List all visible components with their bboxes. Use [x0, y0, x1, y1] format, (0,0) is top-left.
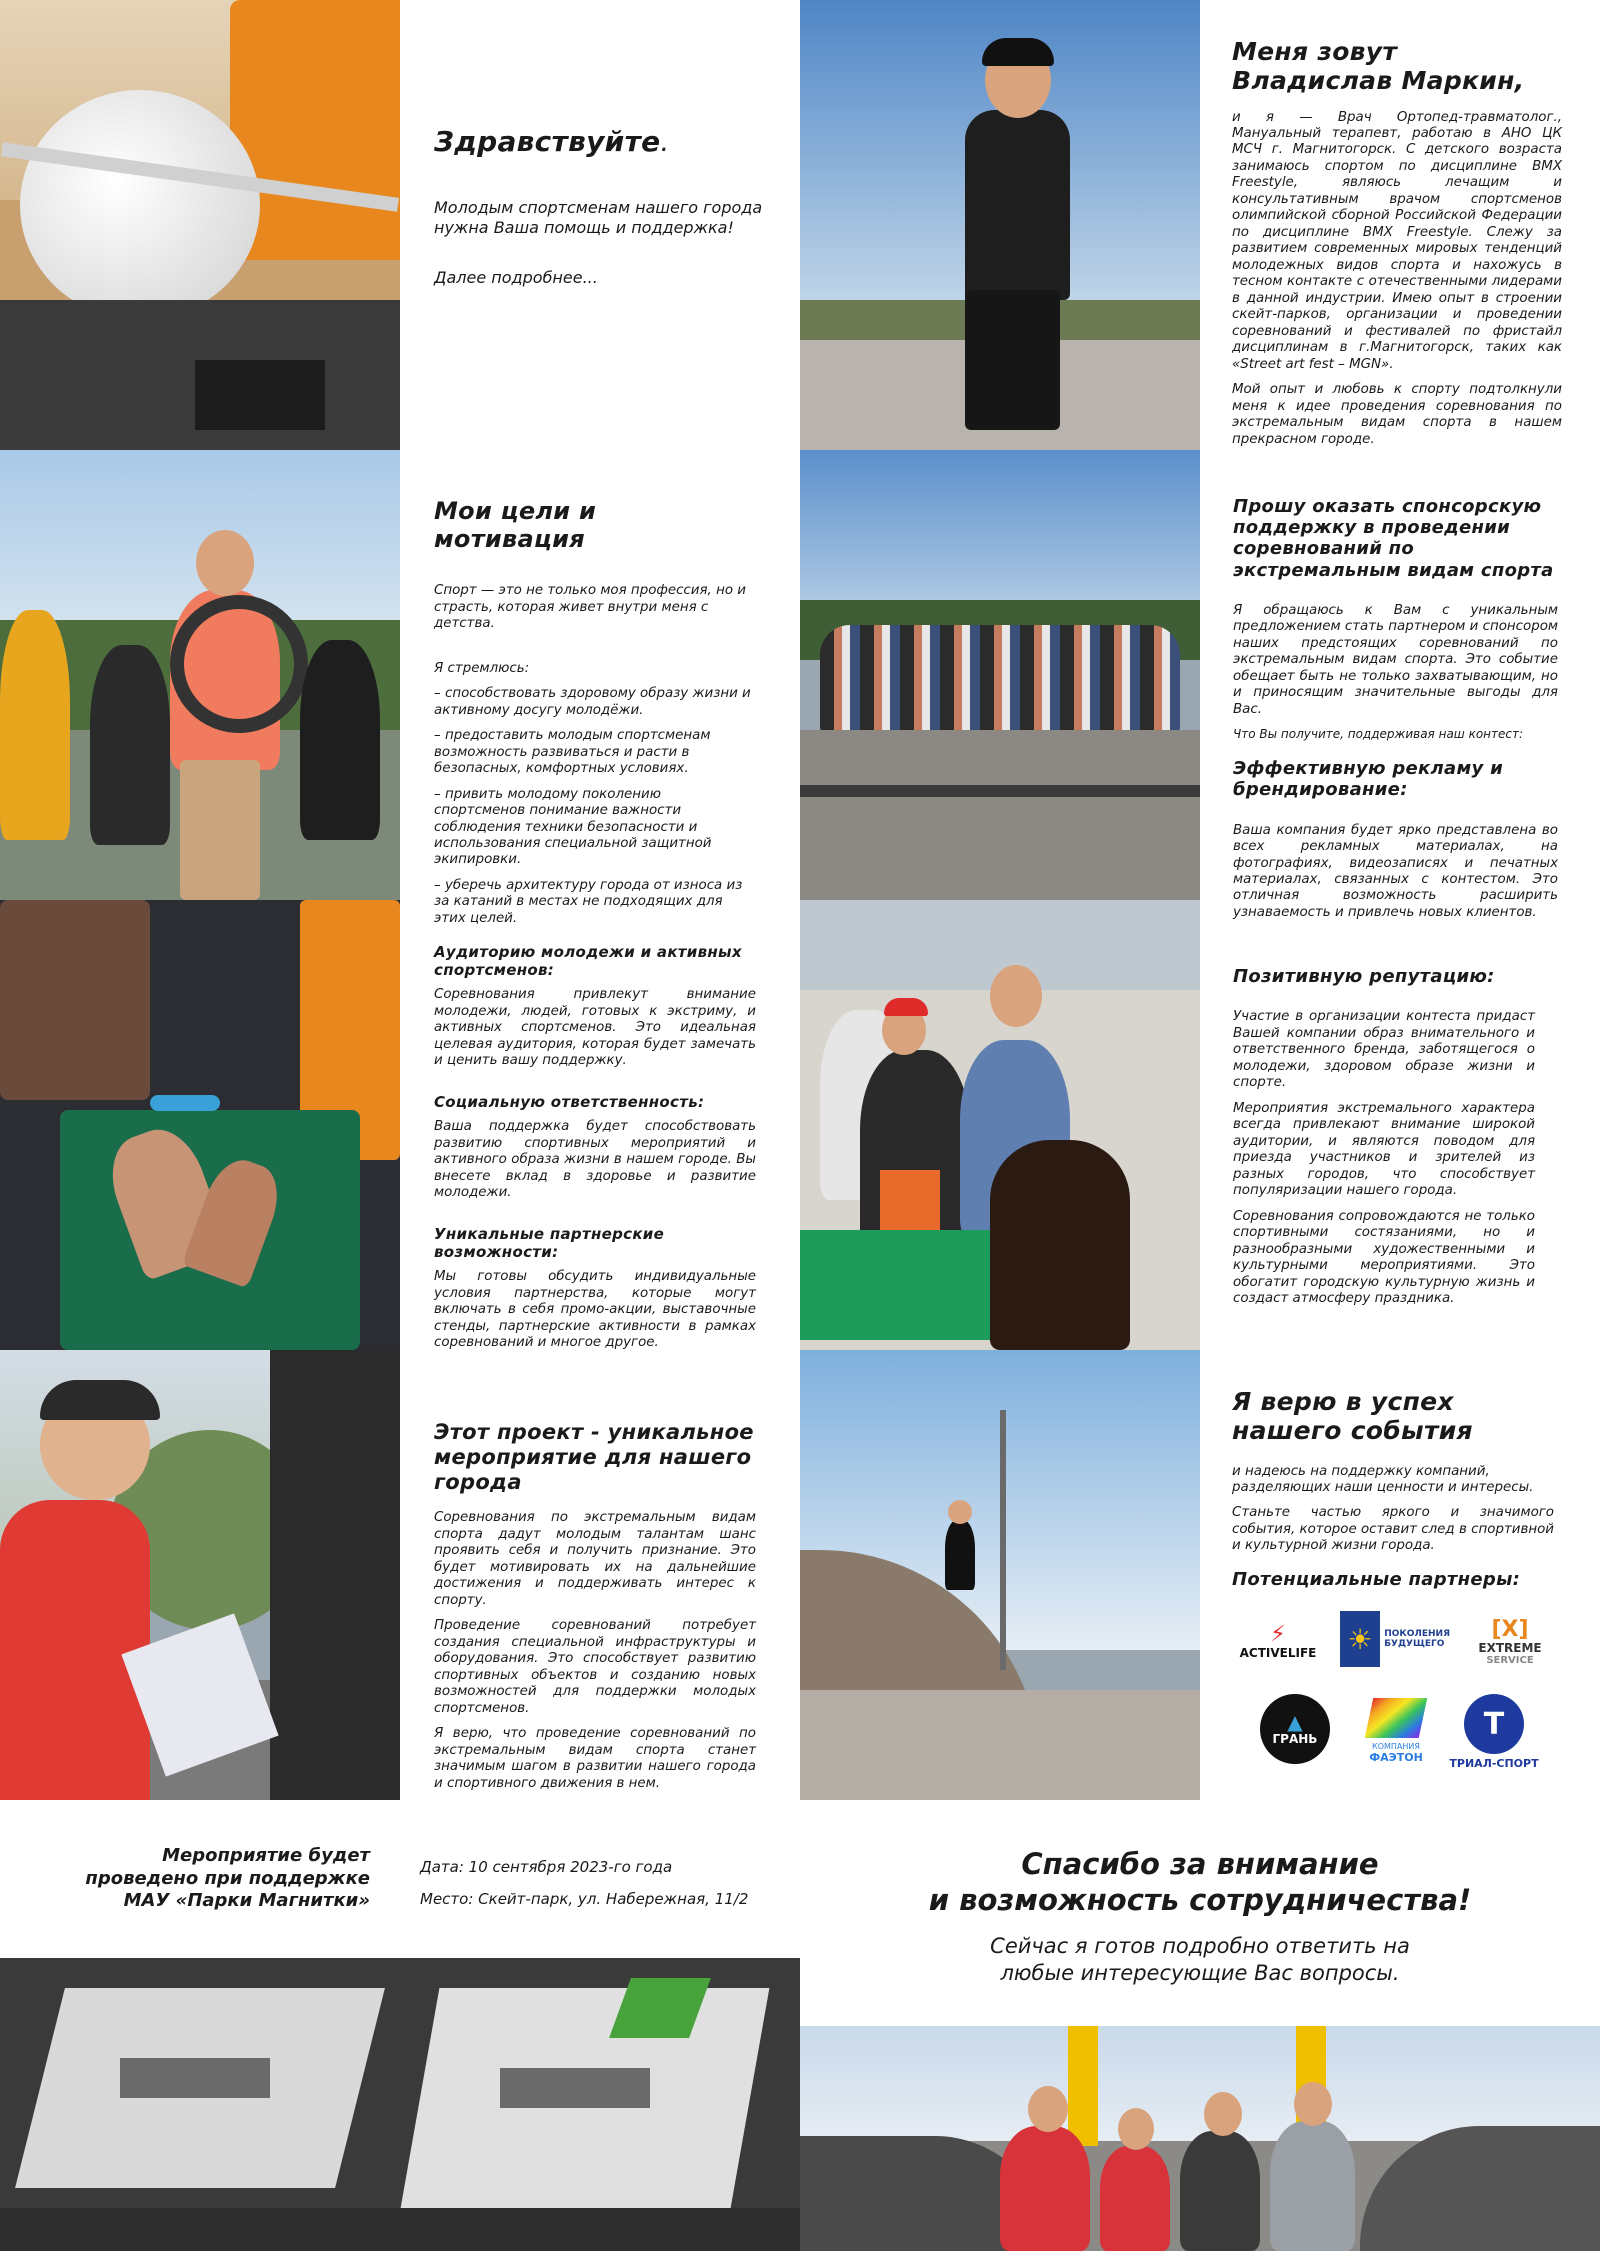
- audience-paragraph-3: Мы готовы обсудить индивидуальные условия партнерства, которые могут включать в себя промо-акции, выставочные стенды, партнерские активности в рамках соревнований и многое другое.: [434, 1269, 756, 1351]
- goals-paragraph-1: Спорт — это не только моя профессия, но и страсть, которая живет внутри меня с детства.: [434, 583, 746, 632]
- mountain-icon: ▲: [1287, 1710, 1303, 1734]
- audience-heading-1: Аудиторию молодежи и активных спортсменов:: [434, 943, 742, 979]
- belief-paragraph-2: Станьте частью яркого и значимого события, которое оставит след в спортивной и культурной жизни города.: [1232, 1505, 1554, 1554]
- photo-hands-signing: [0, 900, 400, 1350]
- event-date: Дата: 10 сентября 2023-го года: [420, 1858, 673, 1876]
- photo-award-diploma: [0, 1350, 400, 1800]
- project-section: [434, 1420, 756, 1801]
- reputation-title: Позитивную репутацию:: [1233, 966, 1495, 987]
- project-paragraph-3: Я верю, что проведение соревнований по экстремальным видам спорта станет значимым шагом в развитии нашего города и спортивного движения в нем.: [434, 1726, 756, 1791]
- audience-heading-3: Уникальные партнерские возможности:: [434, 1224, 665, 1261]
- thanks-line-1: Спасибо за внимание: [1021, 1847, 1379, 1881]
- goals-bullet: – привить молодому поколению спортсменов понимание важности соблюдения техники безопасности и использования специальной защитной экипировки.: [434, 786, 712, 868]
- partner-logo-pokoleniya: [1340, 1608, 1450, 1670]
- intro-title: Здравствуйте.: [434, 125, 670, 158]
- thanks-sub-1: Сейчас я готов подробно ответить на: [990, 1933, 1410, 1958]
- partner-logo-trial-sport: [1446, 1692, 1542, 1772]
- thanks-sub-2: любые интересующие Вас вопросы.: [1000, 1960, 1400, 1985]
- about-section: [1232, 38, 1562, 457]
- project-paragraph-1: Соревнования по экстремальным видам спорта дадут молодым талантам шанс проявить себя и получить признание. Это будет мотивировать их на дальнейшие достижения и поддерживать интерес к спорту.: [434, 1510, 756, 1608]
- goals-paragraph-2: Я стремлюсь:: [434, 660, 530, 676]
- reputation-paragraph-1: Участие в организации контеста придаст Вашей компании образ внимательного и ответственного бренда, заботящегося о молодежи, здоровом образе жизни и спорте.: [1233, 1009, 1535, 1091]
- partner-name: ACTIVELIFE: [1239, 1646, 1317, 1660]
- partner-name: ПОКОЛЕНИЯ: [1384, 1629, 1450, 1639]
- partner-logo-gran: [1260, 1694, 1330, 1764]
- support-line-1: Мероприятие будет: [162, 1845, 370, 1866]
- sponsor-ads-heading: Эффективную рекламу и брендирование:: [1233, 758, 1503, 801]
- photo-doctor-portrait: [800, 0, 1200, 450]
- goals-bullet: – уберечь архитектуру города от износа из за катаний в местах не подходящих для этих целей.: [434, 877, 743, 926]
- reputation-paragraph-2: Мероприятия экстремального характера всегда привлекают внимание широкой аудитории, и являются поводом для приезда участников и зрителей из разных городов, что способствует популяризации нашего города.: [1233, 1100, 1535, 1199]
- partners-title: Потенциальные партнеры:: [1232, 1568, 1521, 1590]
- partner-sub: SERVICE: [1486, 1654, 1534, 1666]
- partner-name: ТРИАЛ-СПОРТ: [1449, 1757, 1539, 1770]
- sponsor-paragraph-2: Что Вы получите, поддерживая наш контест:: [1233, 727, 1524, 742]
- belief-title: Я верю в успех нашего события: [1232, 1387, 1473, 1445]
- audience-paragraph-2: Ваша поддержка будет способствовать развитию спортивных мероприятий и активного образа жизни в нашем городе. Вы внесете вклад в здоровье и развитие молодежи.: [434, 1119, 756, 1201]
- activelife-icon: ⚡: [1270, 1622, 1286, 1647]
- audience-paragraph-1: Соревнования привлекут внимание молодежи, людей, готовых к экстриму, и активных спортсменов. Это идеальная целевая аудитория, которая будет замечать и ценить вашу поддержку.: [434, 987, 756, 1069]
- extreme-icon: [X]: [1491, 1616, 1529, 1642]
- about-title: Меня зовут Владислав Маркин,: [1232, 37, 1525, 95]
- photo-winner-with-tire: [0, 450, 400, 900]
- partner-name: ГРАНЬ: [1272, 1732, 1318, 1746]
- sun-icon: ☀: [1340, 1611, 1380, 1667]
- audience-heading-2: Социальную ответственность:: [434, 1092, 705, 1111]
- sponsor-paragraph-1: Я обращаюсь к Вам с уникальным предложением стать партнером и спонсором наших предстоящих соревнований по экстремальным видам спорта. Это событие обещает быть не только захватывающим, но и приносящим значительные выгоды для Вас.: [1233, 602, 1558, 717]
- event-place: Место: Скейт-парк, ул. Набережная, 11/2: [420, 1889, 749, 1908]
- support-line-2: проведено при поддержке: [85, 1867, 370, 1889]
- belief-paragraph-1: и надеюсь на поддержку компаний, разделяющих наши ценности и интересы.: [1232, 1463, 1534, 1495]
- photo-four-teens-scooters: [800, 2026, 1600, 2251]
- audience-section: [434, 944, 756, 1361]
- sponsor-section: [1233, 496, 1558, 930]
- partner-sub: КОМПАНИЯ: [1372, 1742, 1420, 1751]
- project-paragraph-2: Проведение соревнований потребует создания специальной инфраструктуры и оборудования. Это способствует развитию спортивных объектов и созданию новых возможностей для поддержки молодых спортсменов.: [434, 1618, 756, 1716]
- reputation-section: [1233, 966, 1535, 1316]
- intro-line1: Молодым спортсменам нашего города нужна Ваша помощь и поддержка!: [434, 198, 763, 237]
- partner-logo-activelife: [1228, 1612, 1328, 1672]
- intro-line2: Далее подробнее...: [434, 267, 598, 287]
- partner-logo-extreme: [1465, 1612, 1555, 1672]
- event-details: [420, 1858, 780, 1909]
- photo-group-crowd: [800, 450, 1200, 900]
- partner-name: EXTREME: [1478, 1640, 1542, 1655]
- rainbow-icon: [1365, 1698, 1428, 1738]
- project-title: Этот проект - уникальное мероприятие для нашего города: [434, 1420, 754, 1494]
- goals-title: Мои цели и мотивация: [434, 497, 597, 553]
- photo-bmx-ramp: [800, 1350, 1200, 1800]
- goals-section: [434, 498, 754, 936]
- goals-bullet: – способствовать здоровому образу жизни и активному досугу молодёжи.: [434, 686, 751, 718]
- sponsor-title: Прошу оказать спонсорскую поддержку в проведении соревнований по экстремальным видам спорта: [1233, 496, 1554, 581]
- photo-kids-crowd: [800, 900, 1200, 1350]
- about-paragraph-1: и я — Врач Ортопед-травматолог., Мануальный терапевт, работаю в АНО ЦК МСЧ г. Магнитогорск. С детского возраста занимаюсь спортом по дисциплине BMX Freestyle, являюсь лечащим и консультативным врачом спортсменов олимпийской сборной Российской Федерации по дисциплине BMX Freestyle. Слежу за развитием современных мировых тенденций молодежных видов спорта и нахожусь в тесном контакте с отечественными лидерами в данной индустрии. Имею опыт в строении скейт-парков, организации и проведении соревнований и фестивалей по фристайл дисциплинам в г.Магнитогорск, таких как «Street art fest – MGN».: [1232, 109, 1562, 372]
- belief-section: [1232, 1388, 1554, 1600]
- support-line-3: МАУ «Парки Магнитки»: [123, 1890, 370, 1911]
- intro-section: [434, 126, 764, 296]
- partner-sub: БУДУЩЕГО: [1384, 1639, 1445, 1649]
- goals-bullet: – предоставить молодым спортсменам возможность развиваться и расти в безопасных, комфортных условиях.: [434, 728, 711, 777]
- partner-logo-faeton: [1356, 1694, 1436, 1768]
- photo-helmet-rider: [0, 0, 400, 450]
- thanks-block: [820, 1846, 1580, 1987]
- thanks-line-2: и возможность сотрудничества!: [928, 1883, 1472, 1918]
- trial-sport-icon: T: [1464, 1694, 1524, 1754]
- partner-name: ФАЭТОН: [1369, 1751, 1423, 1764]
- photo-skatepark-aerial: [0, 1958, 800, 2251]
- sponsor-ads-paragraph: Ваша компания будет ярко представлена во всех рекламных материалах, на фотографиях, видеозаписях и печатных материалах, связанных с контестом. Это отличная возможность расширить узнаваемость и привлечь новых клиентов.: [1233, 822, 1558, 920]
- reputation-paragraph-3: Соревнования сопровождаются не только спортивными состязаниями, но и разнообразными художественными и культурными мероприятиями. Это обогатит городскую культурную жизнь и создаст атмосферу праздника.: [1233, 1208, 1535, 1306]
- support-block: [30, 1845, 370, 1913]
- about-paragraph-2: Мой опыт и любовь к спорту подтолкнули меня к идее проведения соревнования по экстремальным видам спорта в нашем прекрасном городе.: [1232, 382, 1562, 447]
